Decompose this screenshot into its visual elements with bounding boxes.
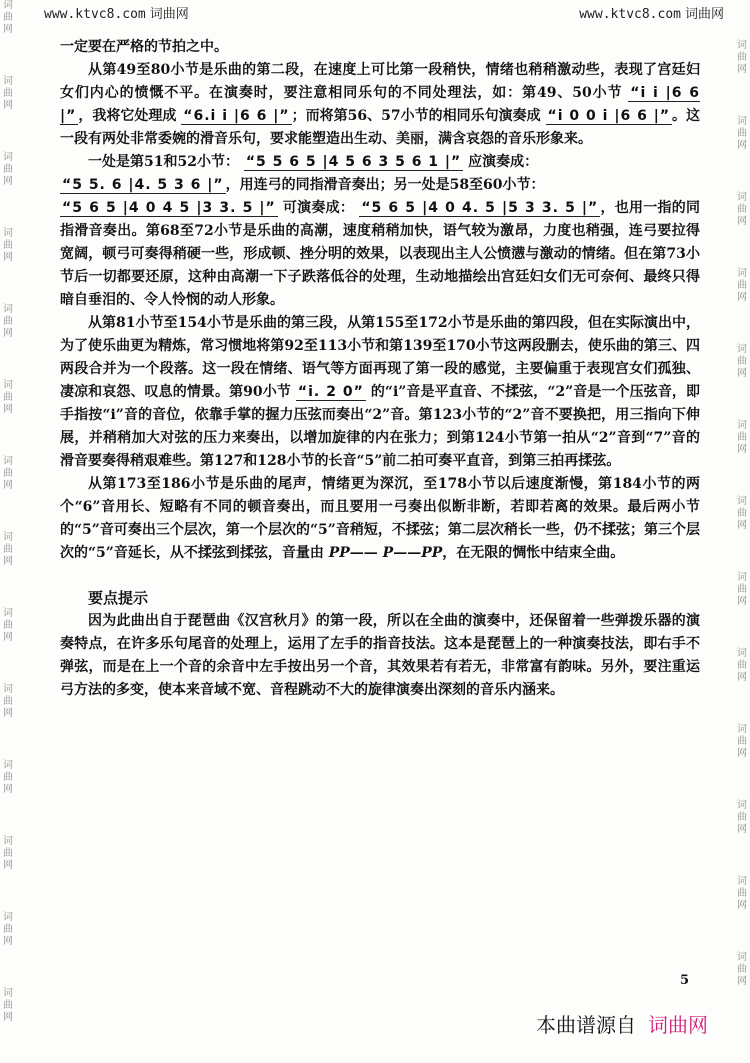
paragraph-4 — [60, 473, 700, 565]
notation-snippet: “5 6 5 |4 0 4. 5 |5 3 3. 5 |” — [361, 200, 599, 216]
text: 。这一段有两处非常委婉的滑音乐句，要求能塑造出生动、美丽，满含哀怨的音乐形象来。 — [60, 108, 701, 147]
site-name[interactable]: 词曲网 — [149, 7, 189, 22]
paragraph-5: 因为此曲出自于琵琶曲《汉宫秋月》的第一段，所以在全曲的演奏中，还保留着一些弹拨乐器的演奏特点，在许多乐句尾音的处理上，运用了左手的指音技法。这本是琵琶上的一种演奏技法，即右手不弹弦，而是在上一个音的余音中左手按出另一个音，其效果若有若无，非常富有韵味。另外，要注重运弓方法的多变，使本来音域不宽、音程跳动不大的旋律演奏出深刻的音乐内涵来。 — [60, 613, 700, 698]
watermark-text: 词曲网 — [3, 304, 13, 339]
watermark-text: 词曲网 — [737, 344, 747, 379]
source-label: 本曲谱源自 — [536, 1013, 636, 1037]
watermark-text: 词曲网 — [737, 648, 747, 683]
header-site-left[interactable] — [44, 3, 189, 22]
notation-snippet: “6.i i |6 6 |” — [183, 108, 290, 124]
paragraph-3 — [60, 312, 700, 473]
watermark-text: 词曲网 — [3, 836, 13, 871]
article-body — [60, 36, 700, 702]
text: 应演奏成： — [468, 154, 539, 170]
source-footer[interactable] — [536, 1009, 708, 1038]
watermark-text: 词曲网 — [3, 228, 13, 263]
watermark-right — [736, 0, 748, 1063]
text: ，用连弓的同指滑音奏出；另一处是58至60小节： — [225, 177, 545, 193]
watermark-text: 词曲网 — [3, 608, 13, 643]
paragraph-2 — [60, 151, 700, 174]
site-url[interactable]: www.ktvc8.com — [579, 7, 681, 22]
notation-snippet: “5 6 5 |4 0 4 5 |3 3. 5 |” — [62, 200, 276, 216]
notation-snippet: “i i |6 6 |” — [60, 85, 700, 124]
source-site-link[interactable]: 词曲网 — [648, 1013, 708, 1037]
notation-snippet: “i. 2 0” — [297, 384, 364, 400]
watermark-text: 词曲网 — [3, 912, 13, 947]
watermark-text: 词曲网 — [737, 876, 747, 911]
watermark-text: 词曲网 — [737, 952, 747, 987]
paragraph-1 — [60, 59, 700, 151]
watermark-text: 词曲网 — [3, 988, 13, 1023]
section-title: 要点提示 — [88, 589, 149, 607]
watermark-text: 词曲网 — [737, 572, 747, 607]
site-name[interactable]: 词曲网 — [684, 7, 724, 22]
watermark-text: 词曲网 — [737, 192, 747, 227]
dynamics-marking: PP—— P——PP — [328, 545, 443, 561]
watermark-text: 词曲网 — [737, 116, 747, 151]
text: 的“i”音是平直音、不揉弦，“2”音是一个压弦音，即手指按“i”音的音位，依靠手掌的握力压弦而奏出“2”音。第123小节的“2”音不要换把，用三指向下伸展，并稍稍加大对弦的压力来奏出，以增加旋律的内在张力；到第124小节第一拍从“2”音到“7”音的滑音要奏得稍艰难些。第127和128小节的长音“5”前二拍可奏平直音，到第三拍再揉弦。 — [60, 384, 701, 469]
watermark-text: 词曲网 — [3, 76, 13, 111]
watermark-text: 词曲网 — [737, 420, 747, 455]
watermark-left — [2, 0, 14, 1063]
text: 一处是第51和52小节： — [88, 154, 239, 170]
watermark-text: 词曲网 — [737, 268, 747, 303]
watermark-text: 词曲网 — [737, 40, 747, 75]
text: ，也用一指的同指滑音奏出。第68至72小节是乐曲的高潮，速度稍稍加快，语气较为激昂，力度也稍强，连弓要拉得宽阔，顿弓可奏得稍硬一些，形成顿、挫分明的效果，以表现出主人公愤懑与激动的情绪。但在第73小节后一切都要还原，这种由高潮一下子跌落低谷的处理，生动地描绘出宫廷妇女们无可奈何、最终只得暗自垂泪的、令人怜悯的动人形象。 — [60, 200, 701, 308]
text: ，在无限的惆怅中结束全曲。 — [442, 545, 625, 561]
notation-snippet: “5 5. 6 |4. 5 3 6 |” — [62, 177, 224, 193]
text: ；而将第56、57小节的相同乐句演奏成 — [291, 108, 541, 124]
watermark-text: 词曲网 — [737, 800, 747, 835]
header-site-right[interactable] — [579, 3, 724, 22]
watermark-text: 词曲网 — [3, 0, 13, 35]
watermark-text: 词曲网 — [3, 380, 13, 415]
site-url[interactable]: www.ktvc8.com — [44, 7, 146, 22]
watermark-text: 词曲网 — [737, 496, 747, 531]
notation-snippet: “5 5 6 5 |4 5 6 3 5 6 1 |” — [245, 154, 462, 170]
paragraph-2c — [60, 197, 700, 312]
text: ，我将它处理成 — [78, 108, 177, 124]
paragraph-0: 一定要在严格的节拍之中。 — [60, 39, 228, 55]
watermark-text: 词曲网 — [3, 532, 13, 567]
text: 从第49至80小节是乐曲的第二段，在速度上可比第一段稍快，情绪也稍稍激动些，表现了宫廷妇女们内心的愤慨不平。在演奏时，要注意相同乐句的不同处理法，如：第49、50小节 — [60, 62, 700, 101]
text: 可演奏成： — [282, 200, 355, 216]
text: 从第173至186小节是乐曲的尾声，情绪更为深沉，至178小节以后速度渐慢，第184小节的两个“6”音用长、短略有不同的顿音奏出，而且要用一弓奏出似断非断，若即若离的效果。最后两小节的“5”音可奏出三个层次，第一个层次的“5”音稍短，不揉弦；第二层次稍长一些，仍不揉弦；第三个层次的“5”音延长，从不揉弦到揉弦，音量由 — [60, 476, 700, 561]
watermark-text: 词曲网 — [3, 152, 13, 187]
watermark-text: 词曲网 — [737, 724, 747, 759]
watermark-text: 词曲网 — [3, 684, 13, 719]
watermark-text: 词曲网 — [3, 760, 13, 795]
notation-snippet: “i 0 0 i |6 6 |” — [547, 108, 671, 124]
watermark-text: 词曲网 — [3, 456, 13, 491]
page-number: 5 — [680, 973, 690, 988]
paragraph-2b — [60, 174, 700, 197]
text: 从第81小节至154小节是乐曲的第三段，从第155至172小节是乐曲的第四段，但在实际演出中，为了使乐曲更为精炼，常习惯地将第92至113小节和第139至170小节这两段删去，使乐曲的第三、四两段合并为一个段落。这一段在情绪、语气等方面再现了第一段的感觉，主要偏重于表现宫女们孤独、凄凉和哀怨、叹息的情景。第90小节 — [60, 315, 700, 400]
